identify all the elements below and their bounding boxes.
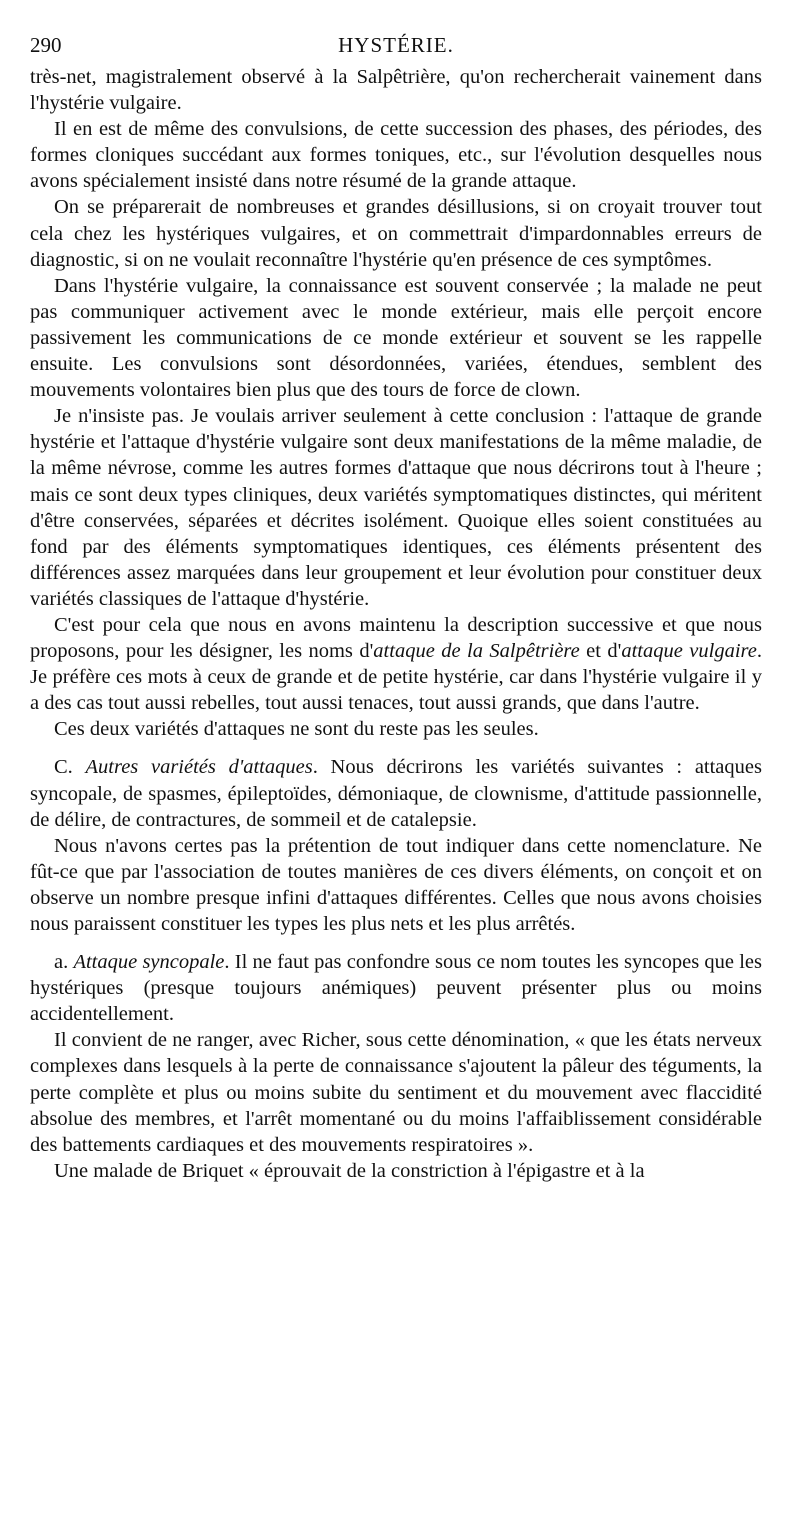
paragraph bbox=[30, 273, 762, 403]
paragraph bbox=[30, 194, 762, 272]
text-run: Il convient de ne ranger, avec Richer, sous cette dénomination, « que les états nerveux complexes dans lesquels à la perte de connaissance s'ajoutent la pâleur des téguments, la perte complète et plus ou moins subite du sentiment et du mouvement avec flaccidité absolue des membres, et l'arrêt momentané ou du moins l'affaiblissement considérable des battements cardiaques et des mouvements respiratoires ». bbox=[30, 1029, 762, 1156]
text-run: a. bbox=[54, 951, 74, 974]
paragraph bbox=[30, 949, 762, 1027]
italic-text-run: attaque vulgaire bbox=[621, 640, 757, 663]
italic-text-run: attaque de la Salpêtrière bbox=[373, 640, 580, 663]
paragraph bbox=[30, 1158, 762, 1184]
text-run: . Il ne faut pas confondre sous ce nom toutes les syncopes que les hystériques (presque toujours anémiques) peuvent présenter plus ou moins accidentellement. bbox=[30, 951, 762, 1026]
running-title: HYSTÉRIE. bbox=[338, 33, 454, 57]
italic-text-run: Attaque syncopale bbox=[73, 951, 225, 974]
text-run: Dans l'hystérie vulgaire, la connaissance est souvent conservée ; la malade ne peut pas communiquer activement avec le monde extérieur, mais elle perçoit encore passivement les communications de ce monde extérieur et souvent se les rappelle ensuite. Les convulsions sont désordonnées, variées, étendues, semblent des mouvements volontaires bien plus que des tours de force de clown. bbox=[30, 274, 762, 402]
text-run: . Je préfère ces mots à ceux de grande et de petite hystérie, car dans l'hystérie vulgaire il y a des cas tout aussi rebelles, tout aussi tenaces, tout aussi grands, que dans l'autre. bbox=[30, 640, 762, 715]
text-run: On se préparerait de nombreuses et grandes désillusions, si on croyait trouver tout cela chez les hystériques vulgaires, et on commettrait d'impardonnables erreurs de diagnostic, si on ne voulait reconnaître l'hystérie qu'en présence de ces symptômes. bbox=[30, 196, 762, 271]
text-run: Il en est de même des convulsions, de cette succession des phases, des périodes, des formes cloniques succédant aux formes toniques, etc., sur l'évolution desquelles nous avons spécialement insisté dans notre résumé de la grande attaque. bbox=[30, 118, 762, 193]
paragraph bbox=[30, 716, 762, 742]
paragraph bbox=[30, 116, 762, 194]
page-header bbox=[30, 30, 762, 60]
text-run: très-net, magistralement observé à la Salpêtrière, qu'on rechercherait vainement dans l'hystérie vulgaire. bbox=[30, 66, 762, 115]
text-run: . Nous décrirons les variétés suivantes : attaques syncopale, de spasmes, épileptoïdes, démoniaque, de clownisme, d'attitude passionnelle, de délire, de contractures, de sommeil et de catalepsie. bbox=[30, 756, 762, 831]
page-number: 290 bbox=[30, 33, 62, 57]
paragraph bbox=[30, 403, 762, 612]
paragraph bbox=[30, 64, 762, 116]
text-run: Nous n'avons certes pas la prétention de tout indiquer dans cette nomenclature. Ne fût-ce que par l'association de toutes manières de ces divers éléments, on conçoit et on observe un nombre presque infini d'attaques différentes. Celles que nous avons choisies nous paraissent constituer les types les plus nets et les plus arrêtés. bbox=[30, 834, 762, 935]
text-run: Je n'insiste pas. Je voulais arriver seulement à cette conclusion : l'attaque de grande hystérie et l'attaque d'hystérie vulgaire sont deux manifestations de la même maladie, de la même névrose, comme les autres formes d'attaque que nous décrirons tout à l'heure ; mais ce sont deux types cliniques, deux variétés symptomatiques distinctes, qui méritent d'être conservées, séparées et décrites isolément. Quoique elles soient constituées au fond par des éléments symptomatiques identiques, ces éléments présentent des différences assez marquées dans leur groupement et leur évolution pour constituer deux variétés classiques de l'attaque d'hystérie. bbox=[30, 405, 762, 610]
text-run: Une malade de Briquet « éprouvait de la constriction à l'épigastre et à la bbox=[54, 1159, 645, 1182]
italic-text-run: Autres variétés d'attaques bbox=[85, 756, 313, 779]
paragraph bbox=[30, 754, 762, 832]
text-run: C'est pour cela que nous en avons maintenu la description successive et que nous proposons, pour les désigner, les noms d' bbox=[30, 613, 762, 663]
paragraph bbox=[30, 612, 762, 716]
paragraph bbox=[30, 833, 762, 937]
body-text bbox=[30, 64, 762, 1184]
paragraph bbox=[30, 1027, 762, 1157]
text-run: et d' bbox=[579, 640, 622, 663]
text-run: Ces deux variétés d'attaques ne sont du reste pas les seules. bbox=[54, 718, 539, 741]
text-run: C. bbox=[54, 756, 86, 779]
